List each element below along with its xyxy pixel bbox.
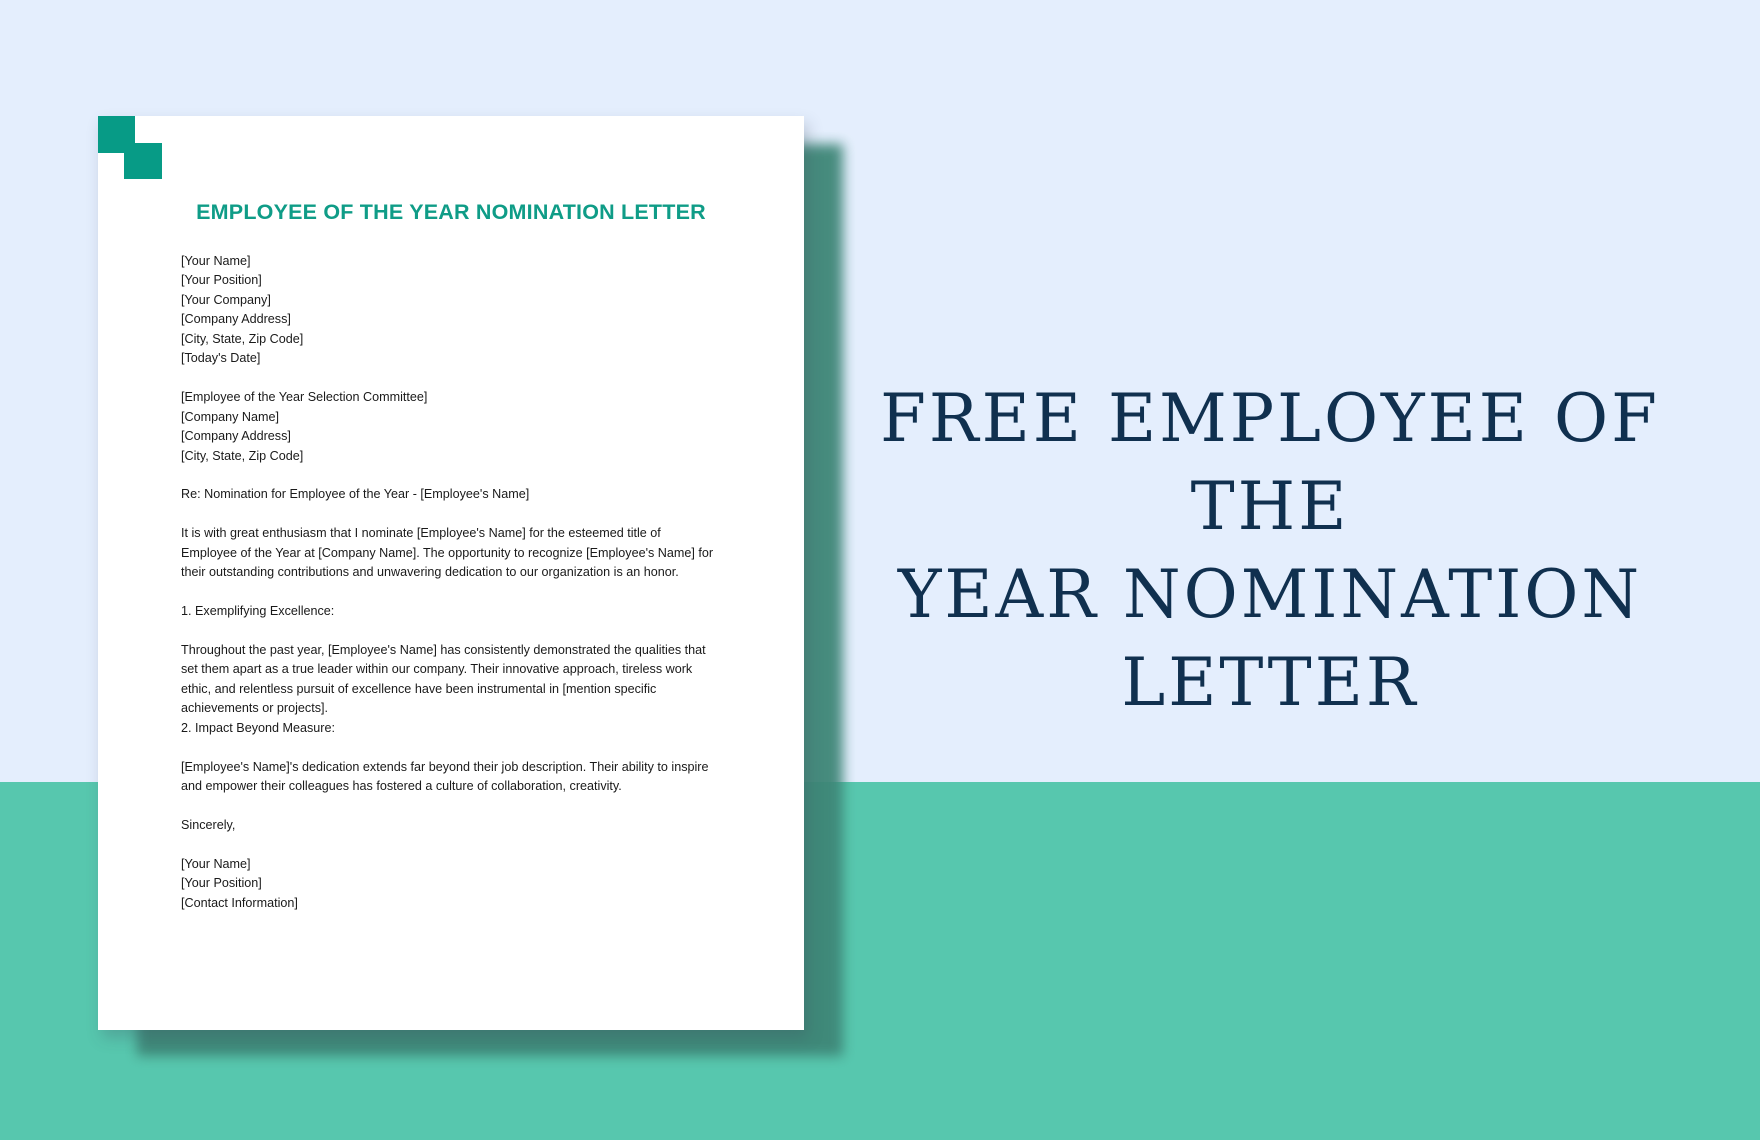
paragraph-line: set them apart as a true leader within our company. Their innovative approach, tireless work (181, 662, 693, 677)
headline-line: LETTER (1121, 644, 1419, 721)
signature-line: [Your Name] (181, 856, 251, 871)
sender-line: [Your Name] (181, 254, 251, 268)
corner-square-decoration (124, 143, 162, 179)
recipient-line: [Company Name] (181, 409, 279, 424)
paragraph-line: achievements or projects]. (181, 701, 328, 716)
paragraph-line: and empower their colleagues has fostered a culture of collaboration, creativity. (181, 779, 622, 794)
headline-line: YEAR NOMINATION (897, 556, 1643, 633)
headline-line: FREE EMPLOYEE OF THE (880, 380, 1660, 545)
document-preview (98, 116, 804, 1030)
recipient-line: [Employee of the Year Selection Committee] (181, 390, 428, 405)
recipient-block (181, 388, 741, 466)
sender-line: [Your Company] (181, 292, 271, 307)
sender-line: [Company Address] (181, 312, 291, 327)
sender-line: [Today's Date] (181, 351, 261, 366)
paragraph-line: It is with great enthusiasm that I nominate [Employee's Name] for the esteemed title of (181, 526, 661, 541)
recipient-line: [City, State, Zip Code] (181, 448, 304, 463)
promo-headline (820, 375, 1720, 727)
paragraph-line: ethic, and relentless pursuit of excellence have been instrumental in [mention specific (181, 681, 657, 696)
sender-block (181, 252, 741, 369)
letter-body (181, 252, 741, 913)
paragraph-line: Employee of the Year at [Company Name]. The opportunity to recognize [Employee's Name] for (181, 545, 714, 560)
subject-line: Re: Nomination for Employee of the Year - [Employee's Name] (181, 487, 530, 502)
recipient-line: [Company Address] (181, 429, 291, 444)
paragraph-line: [Employee's Name]'s dedication extends far beyond their job description. Their ability to inspire (181, 759, 709, 774)
sender-line: [City, State, Zip Code] (181, 331, 304, 346)
document-title: EMPLOYEE OF THE YEAR NOMINATION LETTER (196, 200, 706, 224)
section2-paragraph (181, 758, 741, 797)
sender-line: [Your Position] (181, 273, 262, 288)
section-heading: 2. Impact Beyond Measure: (181, 720, 336, 735)
paragraph-line: their outstanding contributions and unwavering dedication to our organization is an honor. (181, 565, 679, 580)
section-heading: 1. Exemplifying Excellence: (181, 604, 335, 619)
signature-line: [Contact Information] (181, 895, 298, 910)
closing: Sincerely, (181, 818, 236, 833)
signature-block (181, 855, 741, 913)
signature-line: [Your Position] (181, 876, 262, 891)
intro-paragraph (181, 524, 741, 582)
section1-paragraph (181, 641, 741, 719)
paragraph-line: Throughout the past year, [Employee's Name] has consistently demonstrated the qualities that (181, 642, 706, 657)
